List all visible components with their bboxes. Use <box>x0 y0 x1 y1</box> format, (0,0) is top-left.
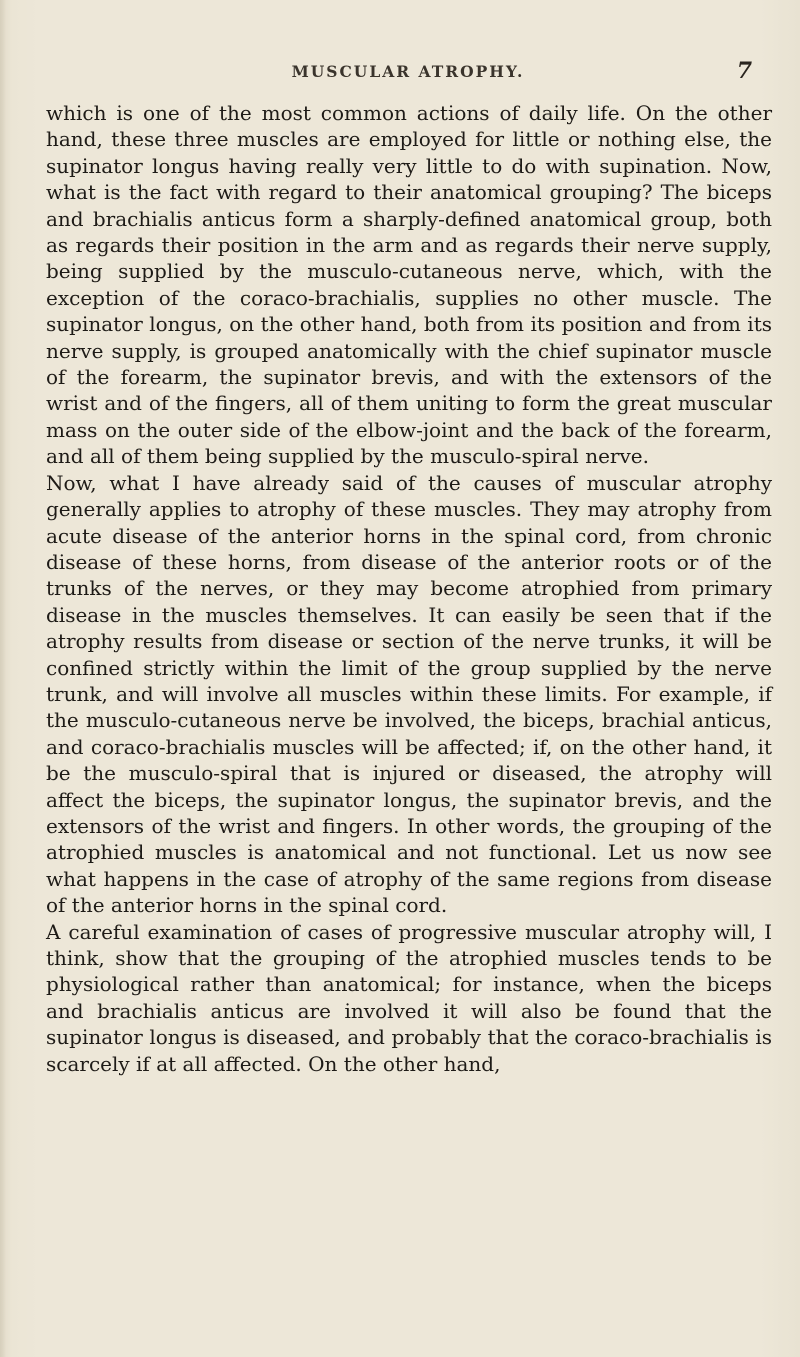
page-number: 7 <box>736 58 752 84</box>
gutter-shadow <box>0 0 6 1357</box>
running-head-title: MUSCULAR ATROPHY. <box>291 62 525 81</box>
running-head <box>56 58 760 86</box>
paragraph: Now, what I have already said of the causes of muscular atrophy generally applies to atrophy of these muscles. They may atrophy from acute disease of the anterior horns in the spinal cord, from chronic disease of these horns, from disease of the anterior roots or of the trunks of the nerves, or they may become atrophied from primary disease in the muscles themselves. It can easily be seen that if the atrophy results from disease or section of the nerve trunks, it will be confined strictly within the limit of the group supplied by the nerve trunk, and will involve all muscles within these limits. For example, if the musculo-cutaneous nerve be involved, the biceps, brachial anticus, and coraco-brachialis muscles will be affected; if, on the other hand, it be the musculo-spiral that is injured or diseased, the atrophy will affect the biceps, the supinator longus, the supinator brevis, and the extensors of the wrist and fingers. In other words, the grouping of the atrophied muscles is anatomical and not functional. Let us now see what happens in the case of atrophy of the same regions from disease of the anterior horns in the spinal cord. <box>46 470 772 918</box>
paragraph: which is one of the most common actions of daily life. On the other hand, these three muscles are employed for little or nothing else, the supinator longus having really very little to do with supination. Now, what is the fact with regard to their anatomical grouping? The biceps and brachialis anticus form a sharply-defined anatomical group, both as regards their position in the arm and as regards their nerve supply, being supplied by the musculo-cutaneous nerve, which, with the exception of the coraco-brachialis, supplies no other muscle. The supinator longus, on the other hand, both from its position and from its nerve supply, is grouped anatomically with the chief supinator muscle of the forearm, the supinator brevis, and with the extensors of the wrist and of the fingers, all of them uniting to form the great muscular mass on the outer side of the elbow-joint and the back of the forearm, and all of them being supplied by the musculo-spiral nerve. <box>46 101 772 469</box>
body-text <box>46 100 772 1077</box>
paragraph: A careful examination of cases of progressive muscular atrophy will, I think, show that the grouping of the atrophied muscles tends to be physiological rather than anatomical; for instance, when the biceps and brachialis anticus are involved it will also be found that the supinator longus is diseased, and probably that the coraco-brachialis is scarcely if at all affected. On the other hand, <box>46 919 772 1076</box>
